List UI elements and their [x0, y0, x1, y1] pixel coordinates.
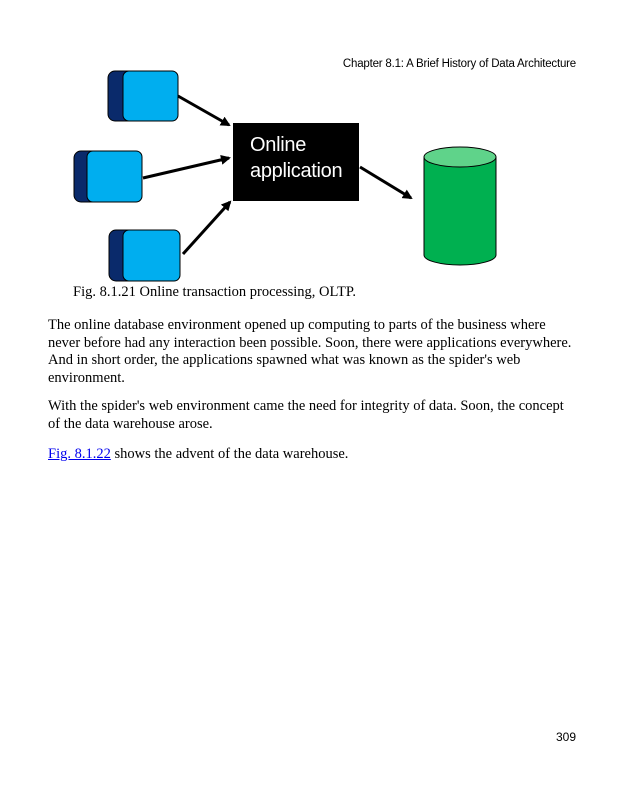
terminal-icon-top	[108, 71, 178, 121]
running-header: Chapter 8.1: A Brief History of Data Architecture	[342, 58, 576, 70]
arrow-bottom	[183, 202, 230, 254]
paragraph-2: With the spider's web environment came the need for integrity of data. Soon, the concept of the data warehouse arose.	[48, 398, 564, 432]
paragraph-3	[48, 446, 576, 464]
app-label-line1: Online	[250, 134, 307, 156]
arrow-middle	[143, 158, 229, 178]
paragraph-1: The online database environment opened up computing to parts of the business where never before had any interaction been possible. Soon, there were applications everywhere. And in short order, the applications spawned what was known as the spider's web environment.	[48, 317, 572, 386]
terminal-icon-middle	[74, 151, 142, 202]
online-application-label	[233, 123, 359, 201]
arrow-to-database	[360, 167, 411, 198]
terminal-icon-bottom	[109, 230, 180, 281]
figure-link[interactable]: Fig. 8.1.22	[48, 446, 111, 462]
paragraph-3-text: shows the advent of the data warehouse.	[110, 446, 349, 462]
arrow-top	[178, 96, 229, 125]
oltp-figure	[0, 0, 617, 290]
figure-caption: Fig. 8.1.21 Online transaction processing, OLTP.	[73, 284, 356, 300]
app-label-line2: application	[250, 160, 343, 182]
page-number: 309	[555, 730, 576, 744]
database-icon	[424, 147, 496, 265]
